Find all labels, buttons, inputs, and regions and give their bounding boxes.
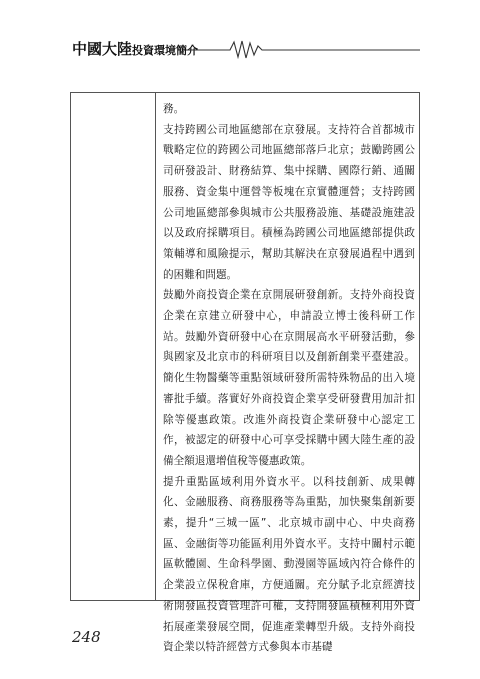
paragraph: 提升重點區域利用外資水平。以科技創新、成果轉化、金融服務、商務服務等為重點，加快聚集創新要素，提升“三城一區”、北京城市副中心、中央商務區、金融街等功能區利用外資水平。支持中關村示範區軟體園、生命科學園、動漫園等區域內符合條件的企業設立保稅倉庫，方便通關。充分賦予北京經濟技術開發區投資管理許可權，支持開發區積極利用外資拓展產業發展空間，促進產業轉型升級。支持外商投資企業以特許經營方式參與本市基礎 <box>163 475 415 654</box>
paragraph: 鼓勵外商投資企業在京開展研發創新。支持外商投資企業在京建立研發中心，申請設立博士後科研工作站。鼓勵外資研發中心在京開展高水平研發活動，參與國家及北京市的科研項目以及創新創業平臺建設。簡化生物醫藥等重點領域研發所需特殊物品的出入境審批手續。落實好外商投資企業享受研發費用加計扣除等優惠政策。改進外商投資企業研發中心認定工作，被認定的研發中心可享受採購中國大陸生產的設備全額退還增值稅等優惠政策。 <box>163 289 415 467</box>
paragraph: 務。 <box>163 103 185 115</box>
page-number: 248 <box>72 628 101 646</box>
header-title-main: 中國大陸 <box>72 40 133 58</box>
table-body-text <box>163 99 415 658</box>
header-title-sub: 投資環境簡介 <box>132 44 199 57</box>
header-heartbeat-line <box>70 38 420 60</box>
paragraph: 支持跨國公司地區總部在京發展。支持符合首都城市戰略定位的跨國公司地區總部落戶北京；鼓勵跨國公司研發設計、財務結算、集中採購、國際行銷、通關服務、資金集中運營等板塊在京實體運營；支持跨國公司地區總部參與城市公共服務設施、基礎設施建設以及政府採購項目。積極為跨國公司地區總部提供政策輔導和風險提示，幫助其解決在京發展過程中遇到的困難和問題。 <box>163 123 415 281</box>
table-column-divider <box>155 93 156 600</box>
running-header <box>70 38 420 60</box>
